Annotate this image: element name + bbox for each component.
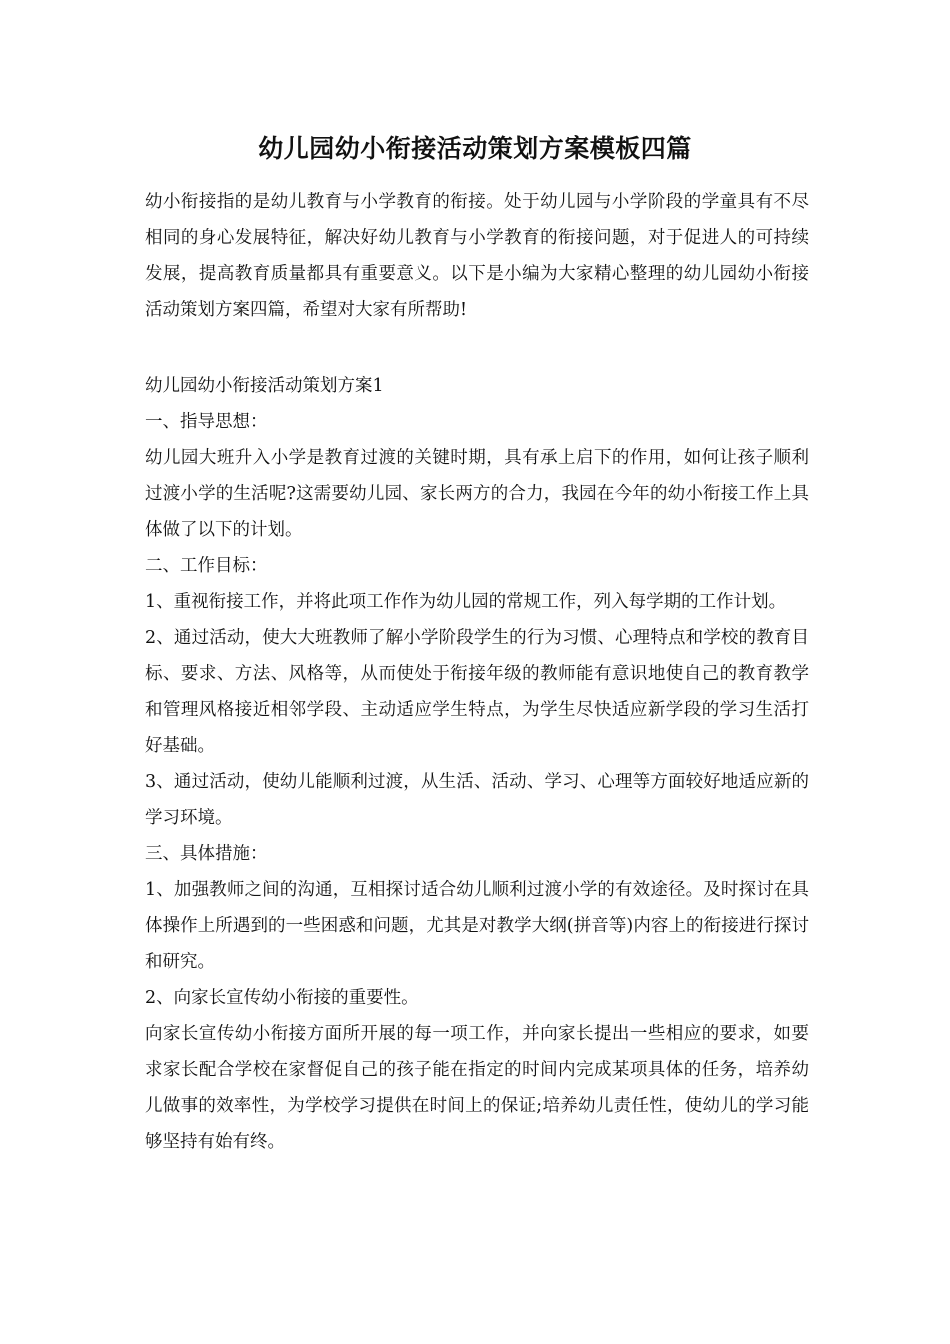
measure-item-2: 2、向家长宣传幼小衔接的重要性。 xyxy=(145,988,419,1008)
goal-item-2: 2、通过活动，使大大班教师了解小学阶段学生的行为习惯、心理特点和学校的教育目标、要求、方法、风格等，从而使处于衔接年级的教师能有意识地使自己的教育教学和管理风格接近相邻学段、主动适应学生特点，为学生尽快适应新学段的学习生活打好基础。 xyxy=(145,628,809,756)
section-heading-guiding-idea: 一、指导思想： xyxy=(145,412,268,432)
plan-heading: 幼儿园幼小衔接活动策划方案1 xyxy=(145,376,384,396)
intro-section xyxy=(145,184,809,328)
measure-item-2-detail: 向家长宣传幼小衔接方面所开展的每一项工作，并向家长提出一些相应的要求，如要求家长配合学校在家督促自己的孩子能在指定的时间内完成某项具体的任务，培养幼儿做事的效率性，为学校学习提供在时间上的保证;培养幼儿责任性，使幼儿的学习能够坚持有始有终。 xyxy=(145,1024,809,1152)
intro-paragraph: 幼小衔接指的是幼儿教育与小学教育的衔接。处于幼儿园与小学阶段的学童具有不尽相同的身心发展特征，解决好幼儿教育与小学教育的衔接问题，对于促进人的可持续发展，提高教育质量都具有重要意义。以下是小编为大家精心整理的幼儿园幼小衔接活动策划方案四篇，希望对大家有所帮助! xyxy=(145,192,809,320)
document-title: 幼儿园幼小衔接活动策划方案模板四篇 xyxy=(258,134,692,163)
measure-item-1: 1、加强教师之间的沟通，互相探讨适合幼儿顺利过渡小学的有效途径。及时探讨在具体操作上所遇到的一些困惑和问题，尤其是对教学大纲(拼音等)内容上的衔接进行探讨和研究。 xyxy=(145,880,809,972)
plan-section xyxy=(145,368,809,1160)
section-heading-measures: 三、具体措施： xyxy=(145,844,268,864)
goal-item-1: 1、重视衔接工作，并将此项工作作为幼儿园的常规工作，列入每学期的工作计划。 xyxy=(145,592,787,612)
goal-item-3: 3、通过活动，使幼儿能顺利过渡，从生活、活动、学习、心理等方面较好地适应新的学习环境。 xyxy=(145,772,809,828)
paragraph-guiding-idea: 幼儿园大班升入小学是教育过渡的关键时期，具有承上启下的作用，如何让孩子顺利过渡小学的生活呢?这需要幼儿园、家长两方的合力，我园在今年的幼小衔接工作上具体做了以下的计划。 xyxy=(145,448,809,540)
section-heading-goals: 二、工作目标： xyxy=(145,556,268,576)
